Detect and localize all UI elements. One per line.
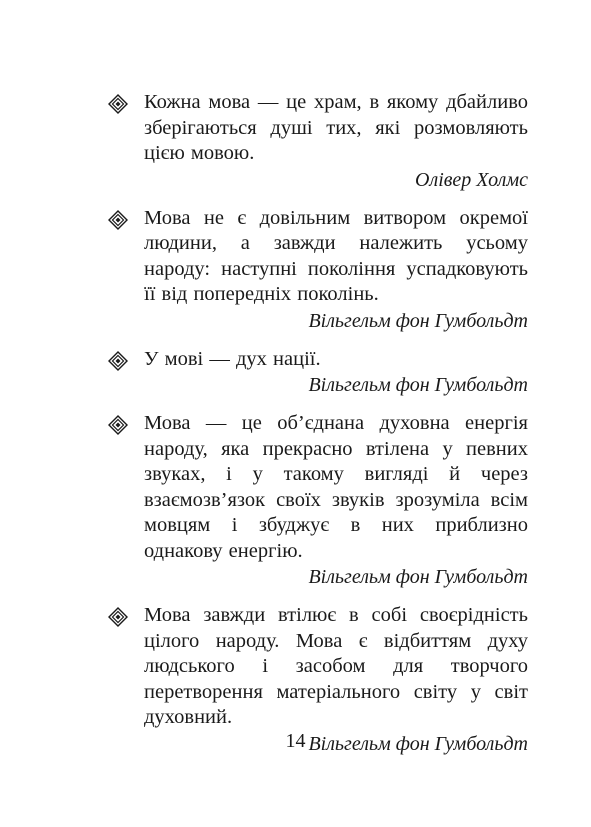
quote-list <box>104 90 528 770</box>
quote-text: У мові — дух нації. <box>144 347 321 370</box>
quote-author: Вільгельм фон Гумбольдт <box>308 374 528 396</box>
quote-text: Кожна мова — це храм, в якому дбайливо зберігаються душі тих, які розмовляють цією мовою. <box>144 91 528 164</box>
quote-text: Мова завжди втілює в собі своєрідність цілого народу. Мова є відбиттям духу людського і засобом для творчого перетворення матеріального світу у світ духовний. <box>144 604 528 728</box>
quote-author: Вільгельм фон Гумбольдт <box>308 566 528 588</box>
quote-text: Мова не є довільним витвором окремої людини, а завжди належить усьому народу: наступні покоління успадковують її від попередніх поколінь. <box>144 206 528 305</box>
quote-author: Вільгельм фон Гумбольдт <box>308 732 528 755</box>
diamond-bullet-icon <box>108 210 128 230</box>
quote-author: Олівер Холмс <box>415 168 528 191</box>
quote-item <box>104 206 528 334</box>
diamond-bullet-icon <box>108 94 128 114</box>
quote-item <box>104 411 528 590</box>
page-number: 14 <box>285 730 306 752</box>
quote-item <box>104 90 528 193</box>
diamond-bullet-icon <box>108 607 128 627</box>
quote-author: Вільгельм фон Гумбольдт <box>308 309 528 332</box>
quote-item <box>104 347 528 399</box>
quote-text: Мова — це об’єднана духовна енергія народу, яка прекрасно втілена у певних звуках, і у такому вигляді й через взаємозв’язок своїх звуків зрозуміла всім мовцям і збуджує в них приблизно однакову енергію. <box>144 412 528 562</box>
diamond-bullet-icon <box>108 415 128 435</box>
diamond-bullet-icon <box>108 351 128 371</box>
